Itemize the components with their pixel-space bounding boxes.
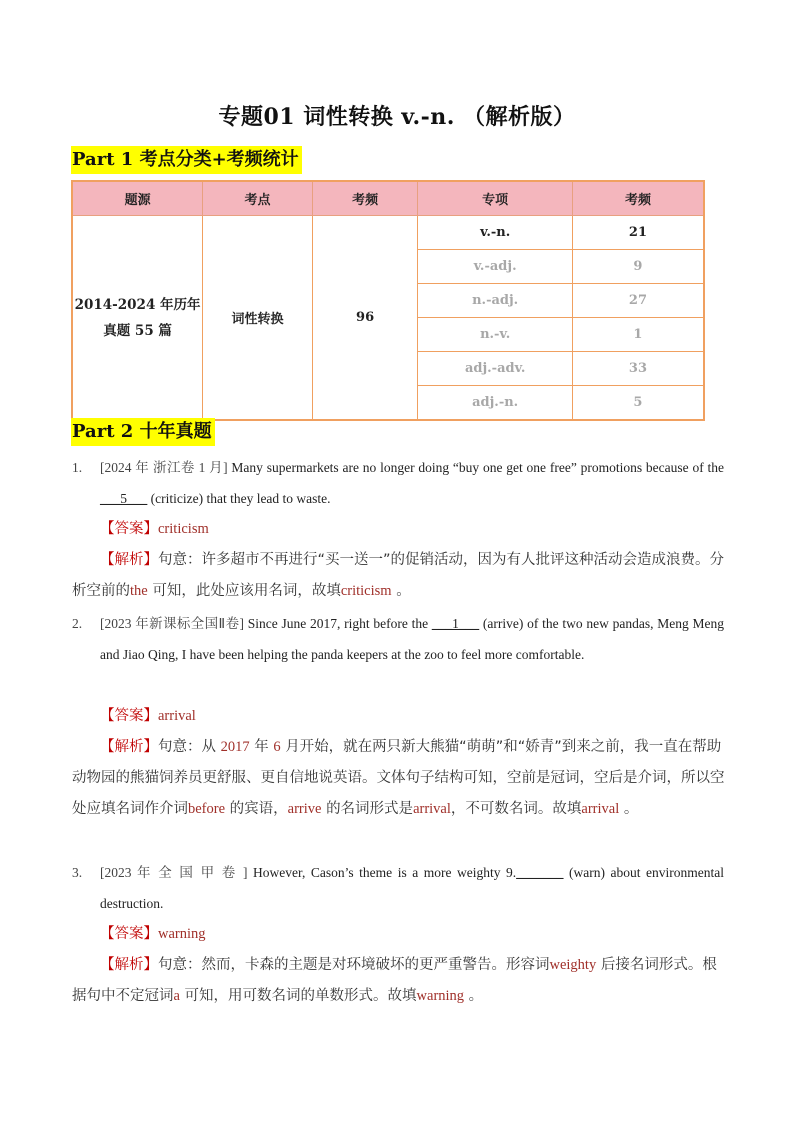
table-header-row (72, 181, 704, 216)
item-cell: n.-v. (418, 318, 573, 352)
explanation-tag: 【解析】 (100, 957, 158, 973)
topic-cell: 词性转换 (203, 216, 313, 421)
explanation-text: 年 (254, 739, 269, 755)
item-cell: n.-adj. (418, 284, 573, 318)
explanation-term: arrival (581, 801, 620, 817)
question-number: 3. (72, 865, 83, 880)
explanation-term: 2017 (220, 739, 250, 755)
answer-value: arrival (158, 708, 196, 724)
explanation-term: 6 (273, 739, 281, 755)
question-text: However, Cason’s theme is a more weighty 9. (247, 865, 517, 880)
table-row (72, 216, 704, 250)
header-item-frequency: 考频 (572, 181, 704, 216)
question-source: [2024 年 浙江卷 1 月] (100, 460, 228, 475)
item-frequency-cell: 1 (572, 318, 704, 352)
header-item: 专项 (418, 181, 573, 216)
question-number: 2. (72, 616, 83, 631)
item-frequency-cell: 9 (572, 250, 704, 284)
item-cell: adj.-adv. (418, 352, 573, 386)
explanation-1 (72, 545, 728, 607)
explanation-text: 可知，此处应该用名词，故填 (152, 583, 341, 599)
answer-1 (100, 514, 728, 545)
part2-heading: Part 2 十年真题 (71, 418, 215, 446)
question-text: Many supermarkets are no longer doing “buy one get one free” promotions because of the (227, 460, 724, 475)
explanation-term: criticism (340, 583, 392, 599)
item-frequency-cell: 27 (572, 284, 704, 318)
document-title: 专题01 词性转换 v.-n. （解析版） (218, 104, 576, 130)
explanation-text: 句意：从 (158, 739, 216, 755)
answer-tag: 【答案】 (100, 926, 158, 942)
answer-3 (100, 919, 728, 950)
question-text: (criticize) that they lead to waste. (147, 491, 331, 506)
question-source: [2023 年 全 国 甲 卷 ] (100, 865, 248, 880)
question-text: (arrive) of the two new pandas, Meng Meng and Jiao Qing, I have been helping the panda keepers at the zoo to feel more comfortable. (100, 616, 724, 662)
header-source: 题源 (72, 181, 203, 216)
item-frequency-cell: 21 (572, 216, 704, 250)
source-cell: 2014-2024 年历年真题 55 篇 (72, 216, 203, 421)
question-2 (72, 608, 724, 670)
explanation-text: 的宾语， (229, 801, 288, 817)
header-total-frequency: 考频 (312, 181, 418, 216)
answer-tag: 【答案】 (100, 521, 158, 537)
item-cell: v.-adj. (418, 250, 573, 284)
item-cell: v.-n. (418, 216, 573, 250)
item-frequency-cell: 33 (572, 352, 704, 386)
explanation-3 (72, 950, 728, 1012)
explanation-text: 可知，用可数名词的单数形式。故填 (184, 988, 417, 1004)
question-blank: _______ (516, 865, 564, 880)
explanation-text: ，不可数名词。故填 (450, 801, 582, 817)
question-blank: ___5___ (100, 491, 148, 506)
explanation-text: 后接名词形式。根据句中不定冠词 (72, 957, 717, 1004)
question-source: [2023 年新课标全国Ⅱ卷] (100, 616, 244, 631)
explanation-term: weighty (549, 957, 597, 973)
explanation-text: 句意：许多超市不再进行“买一送一”的促销活动，因为有人批评这种活动会造成浪费。分析空前的 (72, 552, 725, 599)
item-frequency-cell: 5 (572, 386, 704, 421)
item-cell: adj.-n. (418, 386, 573, 421)
question-3 (72, 857, 724, 919)
explanation-text: 月开始，就在两只新大熊猫“萌萌”和“娇青”到来之前，我一直在帮助动物园的熊猫饲养员更舒服、更自信地说英语。文体句子结构可知，空前是冠词，空后是介词，所以空处应填名词作介词 (72, 739, 725, 817)
part1-heading: Part 1 考点分类+考频统计 (71, 146, 302, 174)
explanation-text: 的名词形式是 (326, 801, 414, 817)
question-1 (72, 452, 724, 514)
question-text: Since June 2017, right before the (243, 616, 432, 631)
answer-2 (100, 701, 728, 732)
explanation-term: arrive (287, 801, 322, 817)
explanation-tag: 【解析】 (100, 552, 158, 568)
question-number: 1. (72, 460, 83, 475)
explanation-term: warning (416, 988, 465, 1004)
explanation-text: 。 (468, 988, 484, 1004)
answer-value: criticism (158, 521, 209, 537)
frequency-table (71, 180, 705, 421)
answer-tag: 【答案】 (100, 708, 158, 724)
explanation-term: a (173, 988, 180, 1004)
explanation-text: 。 (623, 801, 639, 817)
explanation-2 (72, 732, 728, 825)
total-frequency-cell: 96 (312, 216, 418, 421)
explanation-term: arrival (413, 801, 451, 817)
explanation-text: 句意：然而，卡森的主题是对环境破坏的更严重警告。形容词 (158, 957, 550, 973)
question-text: (warn) about environmental destruction. (100, 865, 724, 911)
explanation-term: before (188, 801, 226, 817)
explanation-tag: 【解析】 (100, 739, 158, 755)
question-blank: ___1___ (431, 616, 480, 631)
explanation-term: the (130, 583, 148, 599)
header-topic: 考点 (203, 181, 313, 216)
answer-value: warning (158, 926, 206, 942)
explanation-text: 。 (396, 583, 411, 599)
